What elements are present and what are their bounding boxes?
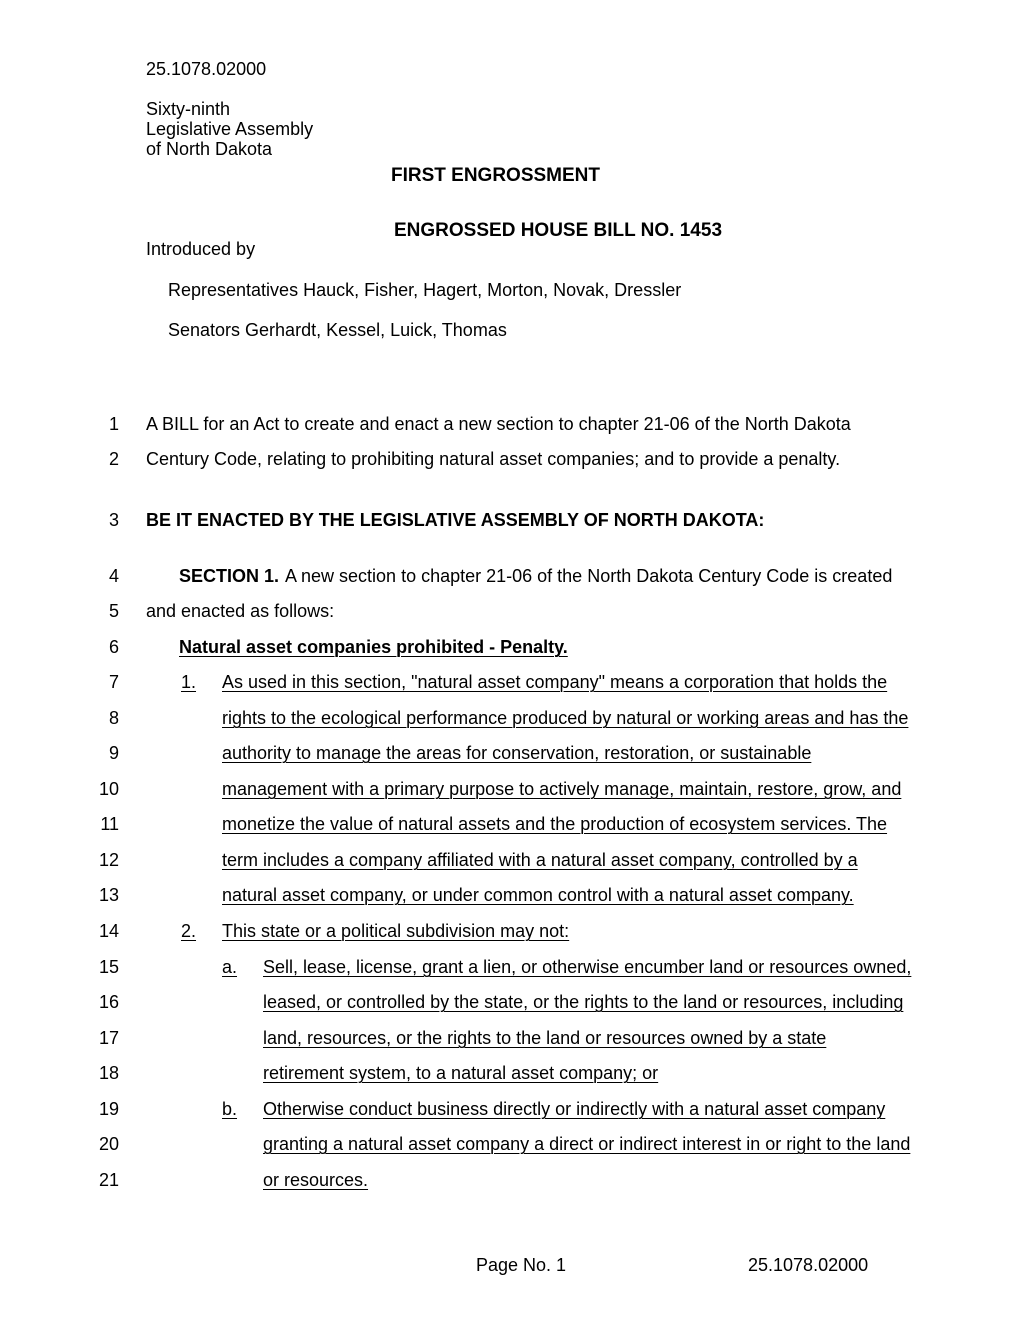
assembly-line-1: Sixty-ninth (146, 99, 231, 119)
bill-line (0, 955, 1024, 979)
page-number: Page No. 1 (476, 1255, 567, 1275)
bill-line (0, 1097, 1024, 1121)
bill-line (0, 706, 1024, 730)
line-number: 16 (98, 992, 119, 1012)
bill-line (0, 412, 1024, 436)
line-number: 12 (98, 850, 119, 870)
introduced-by-label: Introduced by (146, 239, 256, 259)
line-text: land, resources, or the rights to the land or resources owned by a state (263, 1028, 827, 1048)
assembly-line-2: Legislative Assembly (146, 119, 314, 139)
section-heading: SECTION 1. (179, 566, 280, 586)
line-number: 13 (98, 885, 119, 905)
line-text: rights to the ecological performance produced by natural or working areas and has the (222, 708, 909, 728)
line-text: Otherwise conduct business directly or indirectly with a natural asset company (263, 1099, 886, 1119)
bill-line (0, 1026, 1024, 1050)
bill-line (0, 919, 1024, 943)
line-text: term includes a company affiliated with a natural asset company, controlled by a (222, 850, 858, 870)
line-number: 15 (98, 957, 119, 977)
senators-list: Senators Gerhardt, Kessel, Luick, Thomas (168, 320, 507, 340)
line-text: or resources. (263, 1170, 369, 1190)
bill-line (0, 635, 1024, 659)
line-text: natural asset company, or under common control with a natural asset company. (222, 885, 854, 905)
line-number: 1 (108, 414, 119, 434)
bill-line (0, 883, 1024, 907)
line-text: retirement system, to a natural asset company; or (263, 1063, 659, 1083)
subdivision-marker: b. (222, 1099, 238, 1119)
line-number: 21 (98, 1170, 119, 1190)
bill-line (0, 508, 1024, 532)
line-text: A new section to chapter 21-06 of the North Dakota Century Code is created (285, 566, 893, 586)
line-number: 8 (108, 708, 119, 728)
document-id: 25.1078.02000 (146, 59, 267, 79)
line-number: 10 (98, 779, 119, 799)
bill-line (0, 1132, 1024, 1156)
bill-line (0, 670, 1024, 694)
line-text: This state or a political subdivision may not: (222, 921, 570, 941)
line-number: 2 (108, 449, 119, 469)
line-text: As used in this section, "natural asset company" means a corporation that holds the (222, 672, 888, 692)
bill-line (0, 777, 1024, 801)
line-text: leased, or controlled by the state, or the rights to the land or resources, including (263, 992, 904, 1012)
line-number: 7 (108, 672, 119, 692)
representatives-list: Representatives Hauck, Fisher, Hagert, Morton, Novak, Dressler (168, 280, 682, 300)
line-text: A BILL for an Act to create and enact a new section to chapter 21-06 of the North Dakota (146, 414, 851, 434)
line-number: 19 (98, 1099, 119, 1119)
bill-line (0, 564, 1024, 588)
line-text: authority to manage the areas for conservation, restoration, or sustainable (222, 743, 812, 763)
line-number: 17 (98, 1028, 119, 1048)
line-text: management with a primary purpose to actively manage, maintain, restore, grow, and (222, 779, 902, 799)
bill-line (0, 447, 1024, 471)
bill-line (0, 1168, 1024, 1192)
footer-document-id: 25.1078.02000 (748, 1255, 869, 1275)
bill-title: ENGROSSED HOUSE BILL NO. 1453 (394, 220, 723, 241)
subsection-marker: 1. (181, 672, 197, 692)
bill-line (0, 599, 1024, 623)
enacting-clause: BE IT ENACTED BY THE LEGISLATIVE ASSEMBLY OF NORTH DAKOTA: (146, 510, 765, 530)
assembly-line-3: of North Dakota (146, 139, 273, 159)
bill-line (0, 990, 1024, 1014)
line-text: and enacted as follows: (146, 601, 335, 621)
bill-line (0, 1061, 1024, 1085)
line-text: Century Code, relating to prohibiting natural asset companies; and to provide a penalty. (146, 449, 841, 469)
subsection-marker: 2. (181, 921, 197, 941)
line-number: 5 (108, 601, 119, 621)
line-text: granting a natural asset company a direct or indirect interest in or right to the land (263, 1134, 911, 1154)
section-title: Natural asset companies prohibited - Penalty. (179, 637, 568, 657)
bill-line (0, 741, 1024, 765)
line-number: 20 (98, 1134, 119, 1154)
line-text: Sell, lease, license, grant a lien, or otherwise encumber land or resources owned, (263, 957, 912, 977)
line-number: 9 (108, 743, 119, 763)
bill-line (0, 848, 1024, 872)
line-text: monetize the value of natural assets and the production of ecosystem services. The (222, 814, 888, 834)
line-number: 6 (108, 637, 119, 657)
line-number: 11 (100, 814, 119, 834)
line-number: 3 (108, 510, 119, 530)
bill-line (0, 812, 1024, 836)
subdivision-marker: a. (222, 957, 238, 977)
engrossment-title: FIRST ENGROSSMENT (391, 165, 601, 186)
line-number: 18 (98, 1063, 119, 1083)
line-number: 4 (108, 566, 119, 586)
line-number: 14 (98, 921, 119, 941)
